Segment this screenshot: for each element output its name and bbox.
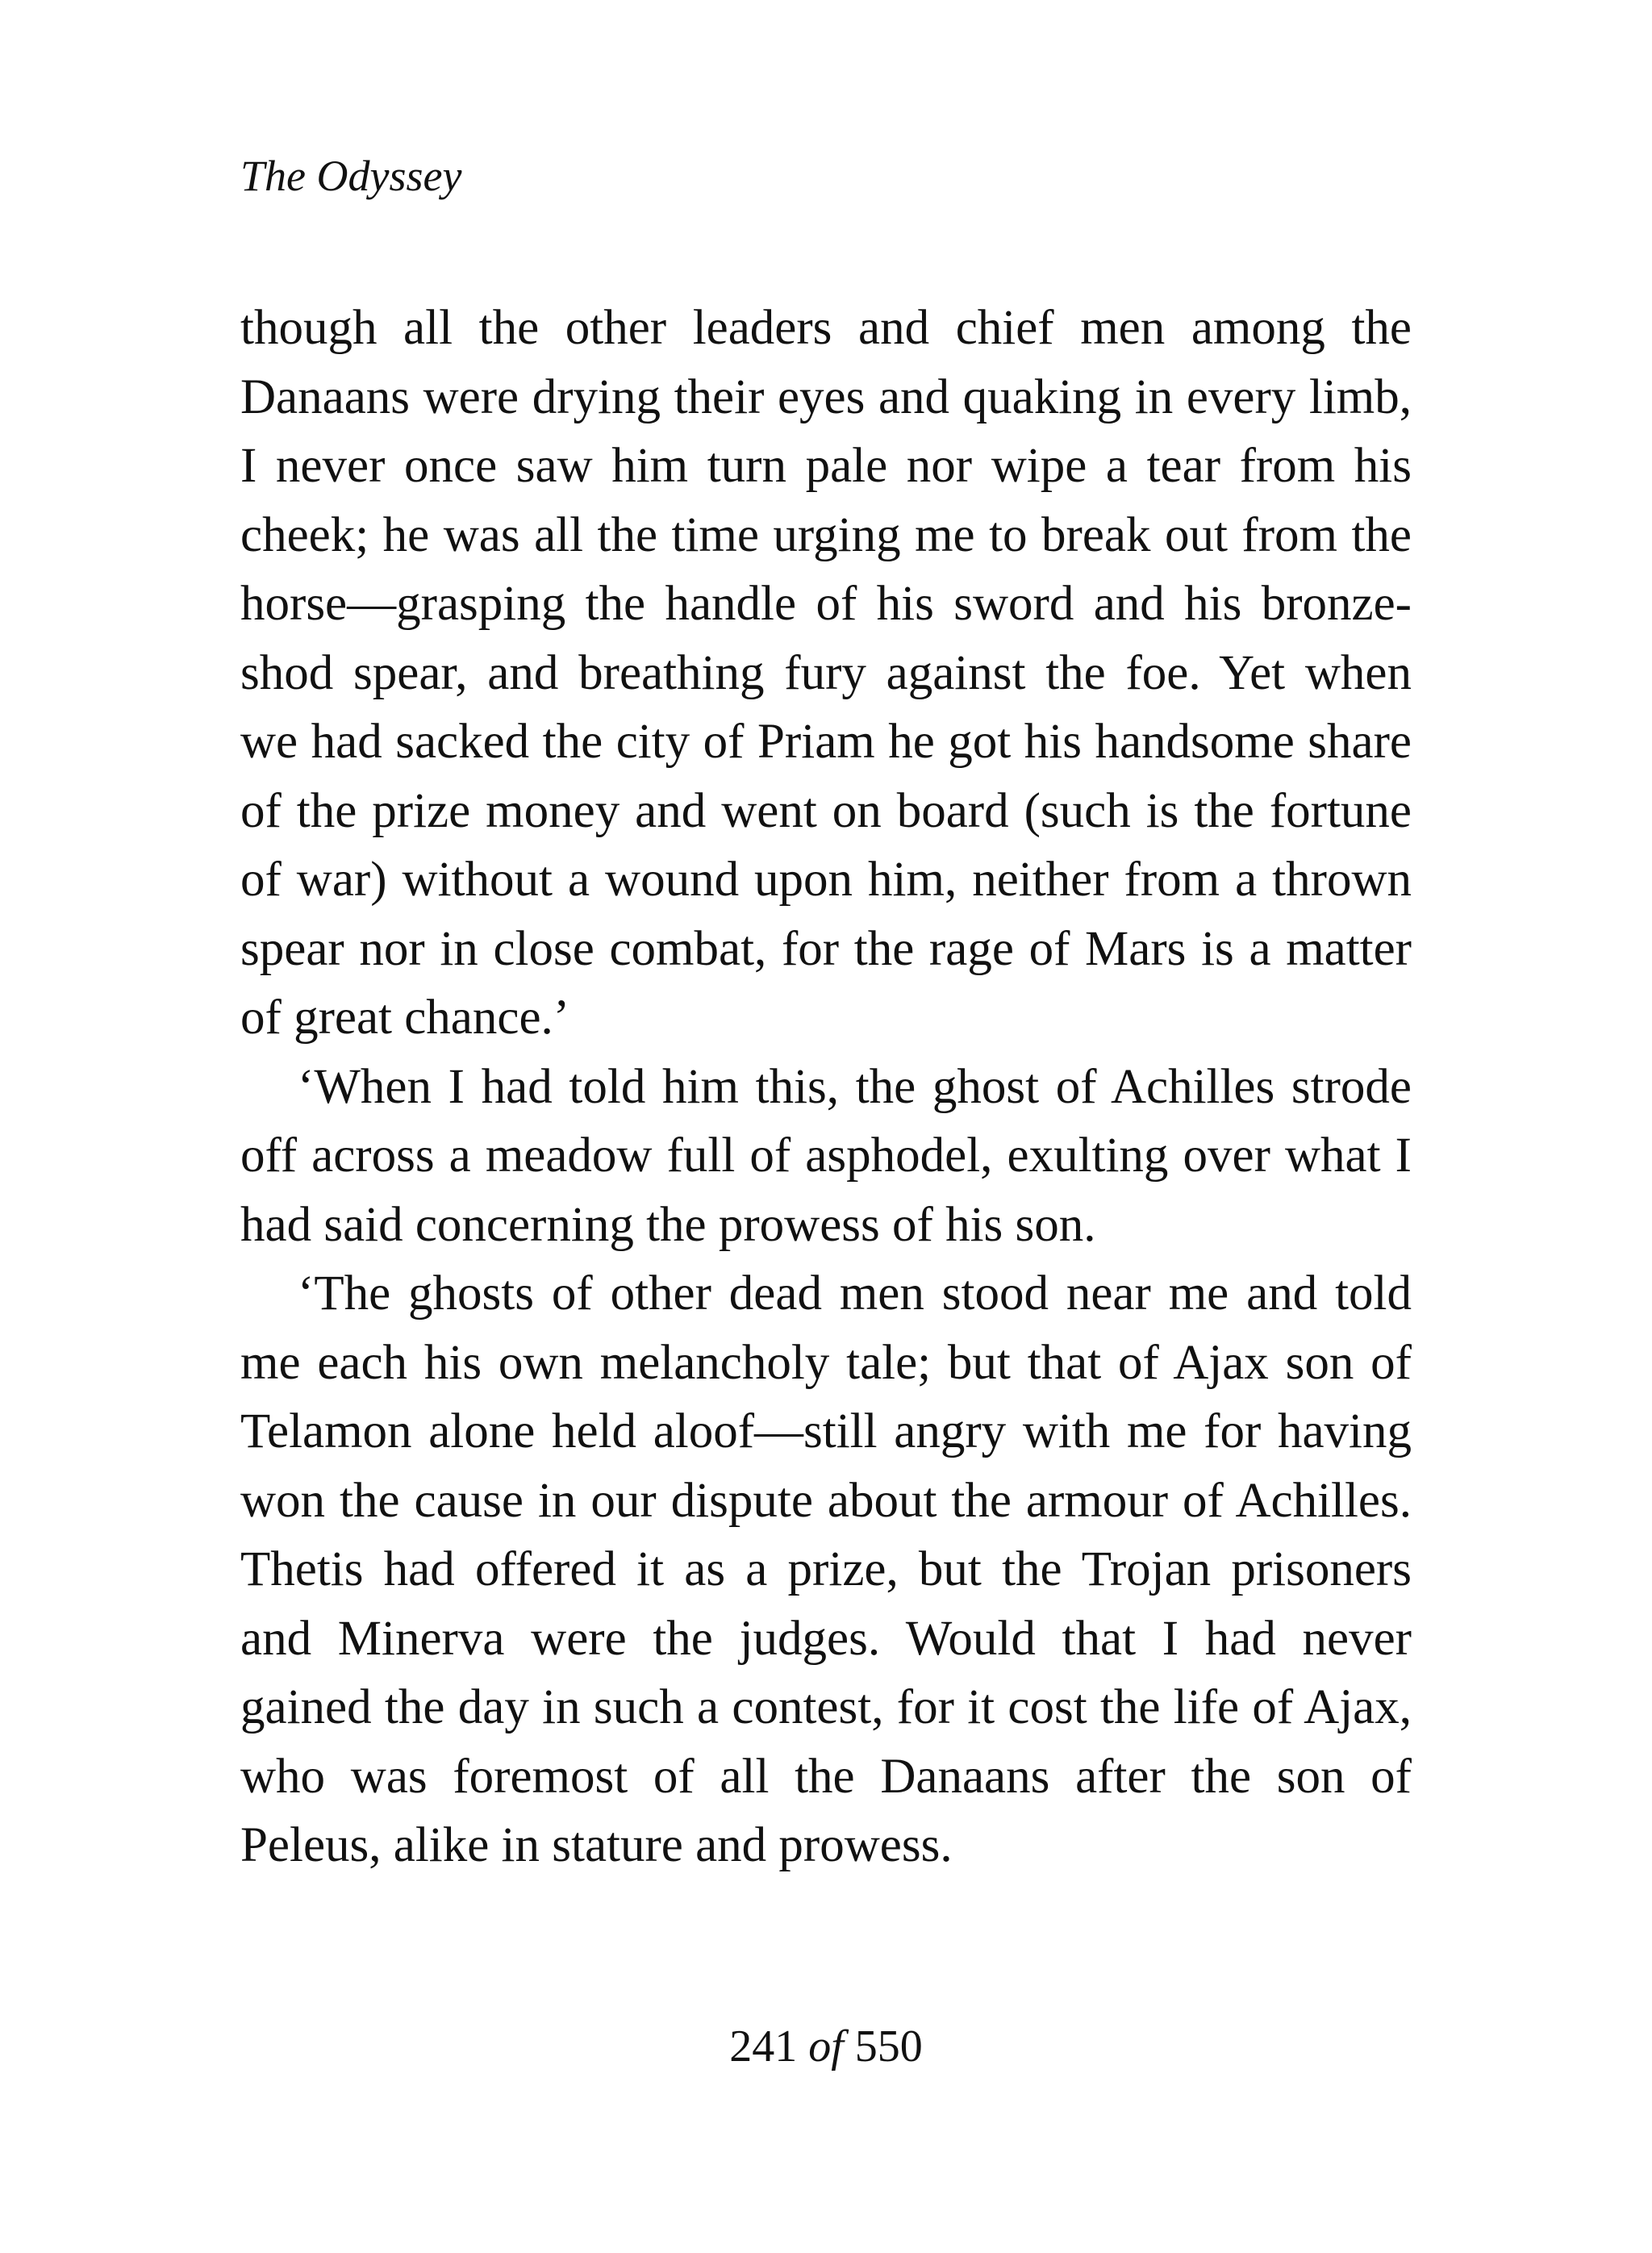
page-of-label: of xyxy=(808,2021,844,2072)
total-pages: 550 xyxy=(854,2021,923,2072)
page-body xyxy=(240,294,1412,1880)
running-title: The Odyssey xyxy=(240,152,462,200)
paragraph-3: ‘The ghosts of other dead men stood near me and told me each his own melancholy tale; but that of Ajax son of Telamon alone held aloof—still angry with me for having won the cause in our dispute about the armour of Achilles. Thetis had offered it as a prize, but the Trojan prisoners and Minerva were the judges. Would that I had never gained the day in such a contest, for it cost the life of Ajax, who was foremost of all the Danaans after the son of Peleus, alike in stature and prowess. xyxy=(240,1266,1412,1872)
paragraph-1: though all the other leaders and chief men among the Danaans were drying their eyes and quaking in every limb, I never once saw him turn pale nor wipe a tear from his cheek; he was all the time urging me to break out from the horse—grasping the handle of his sword and his bronze-shod spear, and breathing fury against the foe. Yet when we had sacked the city of Priam he got his handsome share of the prize money and went on board (such is the fortune of war) without a wound upon him, neither from a thrown spear nor in close combat, for the rage of Mars is a matter of great chance.’ xyxy=(240,301,1412,1045)
paragraph-2: ‘When I had told him this, the ghost of Achilles strode off across a meadow full of asphodel, exulting over what I had said concerning the prowess of his son. xyxy=(240,1059,1412,1252)
current-page: 241 xyxy=(729,2021,798,2072)
page-number xyxy=(0,2020,1652,2073)
